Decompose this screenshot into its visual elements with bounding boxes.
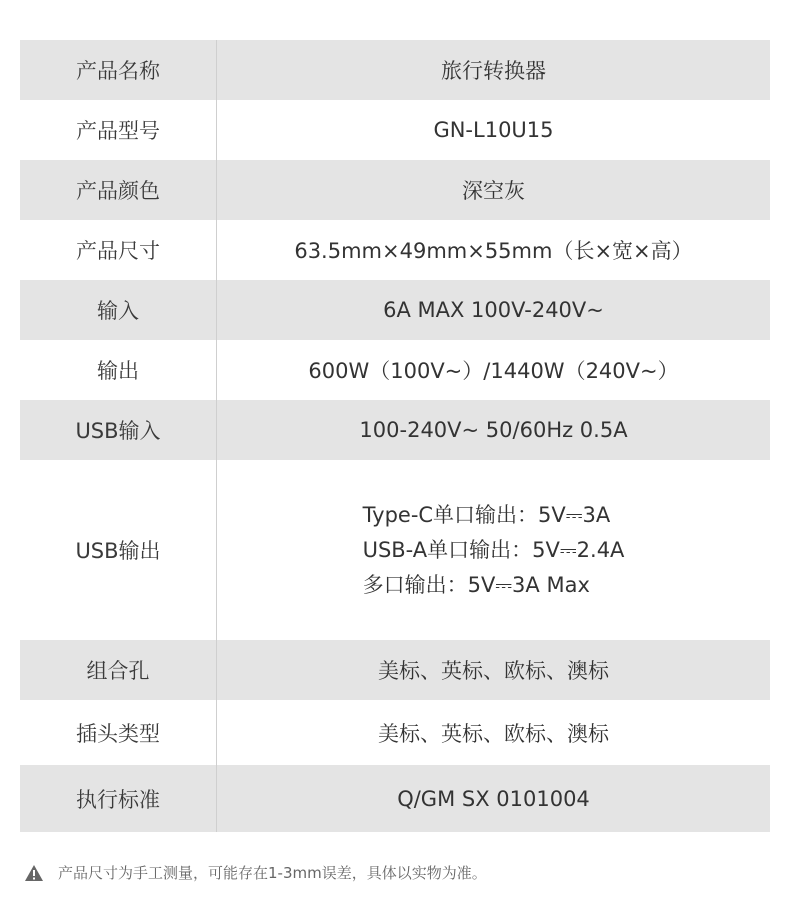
footnote-text: 产品尺寸为手工测量，可能存在1-3mm误差，具体以实物为准。 [58,864,487,882]
spec-row-model [20,100,770,160]
spec-label: 产品尺寸 [20,220,217,280]
spec-label: 输入 [20,280,217,340]
spec-label: USB输出 [20,460,217,640]
spec-row-color [20,160,770,220]
spec-row-output [20,340,770,400]
spec-row-size [20,220,770,280]
spec-row-combo-socket [20,640,770,700]
spec-label: 产品颜色 [20,160,217,220]
warning-triangle-icon [24,864,44,882]
spec-value: 600W（100V~）/1440W（240V~） [308,359,679,383]
spec-value: GN-L10U15 [433,118,554,142]
spec-value: 63.5mm×49mm×55mm（长×宽×高） [294,239,693,263]
spec-value [217,460,770,640]
spec-label: 组合孔 [20,640,217,700]
spec-value: 美标、英标、欧标、澳标 [378,721,609,746]
spec-row-standard [20,765,770,832]
spec-label: 输出 [20,340,217,400]
spec-label: 插头类型 [20,700,217,765]
spec-value: 100-240V~ 50/60Hz 0.5A [359,418,628,442]
spec-table [20,40,770,832]
spec-row-usb-input [20,400,770,460]
usb-output-lines [363,501,625,599]
spec-label: 执行标准 [20,765,217,832]
spec-label: USB输入 [20,400,217,460]
footnote [24,862,487,883]
spec-row-usb-output [20,460,770,640]
spec-label: 产品型号 [20,100,217,160]
usb-output-line: USB-A单口输出：5V⎓2.4A [362,538,625,562]
spec-value: 旅行转换器 [441,59,546,83]
usb-output-line: 多口输出：5V⎓3A Max [362,573,590,597]
spec-value: 美标、英标、欧标、澳标 [378,659,609,683]
usb-output-line: Type-C单口输出：5V⎓3A [362,503,611,527]
spec-row-plug-type [20,700,770,765]
spec-value: 深空灰 [462,179,525,203]
spec-row-input [20,280,770,340]
spec-value: 6A MAX 100V-240V~ [383,298,604,322]
spec-row-product-name [20,40,770,100]
spec-value: Q/GM SX 0101004 [397,786,590,811]
spec-label: 产品名称 [20,40,217,100]
